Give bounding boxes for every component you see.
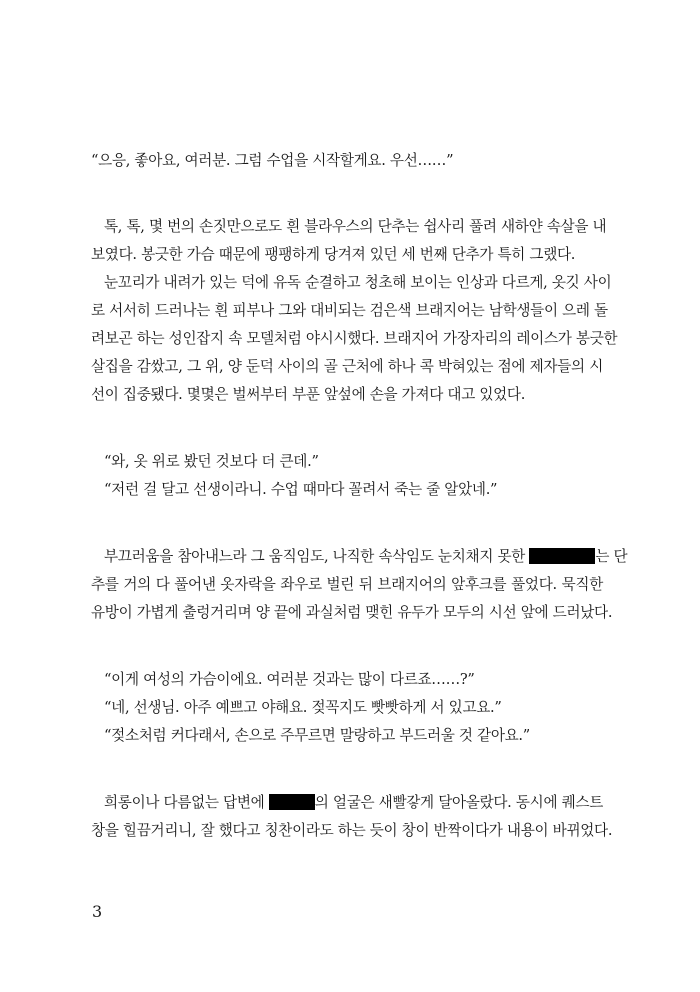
dialogue-line: “저런 걸 달고 선생이라니. 수업 때마다 꼴려서 죽는 줄 알았네.”: [104, 481, 498, 498]
page-number: 3: [92, 902, 103, 921]
paragraph-line: 선이 집중됐다. 몇몇은 벌써부터 부푼 앞섶에 손을 가져다 대고 있었다.: [91, 386, 526, 403]
paragraph-text: 부끄러움을 참아내느라 그 움직임도, 나직한 속삭임도 눈치채지 못한: [104, 548, 526, 565]
redaction-box: [529, 548, 595, 564]
redaction-box: [269, 794, 315, 810]
paragraph-text: 의 얼굴은 새빨갛게 달아올랐다. 동시에 퀘스트: [314, 794, 603, 811]
paragraph-line: 창을 힐끔거리니, 잘 했다고 칭찬이라도 하는 듯이 창이 반짝이다가 내용이 바뀌었다.: [91, 822, 613, 839]
paragraph-line: 보였다. 봉긋한 가슴 때문에 팽팽하게 당겨져 있던 세 번째 단추가 특히 그랬다.: [91, 246, 576, 263]
paragraph-line: 살집을 감쌌고, 그 위, 양 둔덕 사이의 골 근처에 하나 콕 박혀있는 점에 제자들의 시: [91, 358, 603, 375]
dialogue-line: “이게 여성의 가슴이에요. 여러분 것과는 많이 다르죠……?”: [104, 671, 475, 688]
paragraph-line: 로 서서히 드러나는 흰 피부나 그와 대비되는 검은색 브래지어는 남학생들이 으레 돌: [91, 302, 608, 319]
paragraph-line: 추를 거의 다 풀어낸 옷자락을 좌우로 벌린 뒤 브래지어의 앞후크를 풀었다. 묵직한: [91, 576, 603, 593]
paragraph-text: 희롱이나 다름없는 답변에: [104, 794, 265, 811]
paragraph-line: 톡, 톡, 몇 번의 손짓만으로도 흰 블라우스의 단추는 쉽사리 풀려 새하얀 속살을 내: [104, 218, 607, 235]
paragraph-line: 유방이 가볍게 출렁거리며 양 끝에 과실처럼 맺힌 유두가 모두의 시선 앞에 드러났다.: [91, 604, 613, 621]
paragraph-line: [91, 547, 628, 567]
dialogue-line: “와, 옷 위로 봤던 것보다 더 큰데.”: [104, 453, 319, 470]
paragraph-line: 려보곤 하는 성인잡지 속 모델처럼 야시시했다. 브래지어 가장자리의 레이스가 봉긋한: [91, 330, 618, 347]
paragraph-line: 눈꼬리가 내려가 있는 덕에 유독 순결하고 청초해 보이는 인상과 다르게, 옷깃 사이: [104, 274, 612, 291]
paragraph-line: [91, 793, 603, 813]
dialogue-line: “젖소처럼 커다래서, 손으로 주무르면 말랑하고 부드러울 것 같아요.”: [104, 727, 530, 744]
dialogue-line: “네, 선생님. 아주 예쁘고 야해요. 젖꼭지도 빳빳하게 서 있고요.”: [104, 699, 502, 716]
paragraph-text: 는 단: [595, 548, 628, 565]
dialogue-line: “으응, 좋아요, 여러분. 그럼 수업을 시작할게요. 우선……”: [91, 152, 454, 169]
